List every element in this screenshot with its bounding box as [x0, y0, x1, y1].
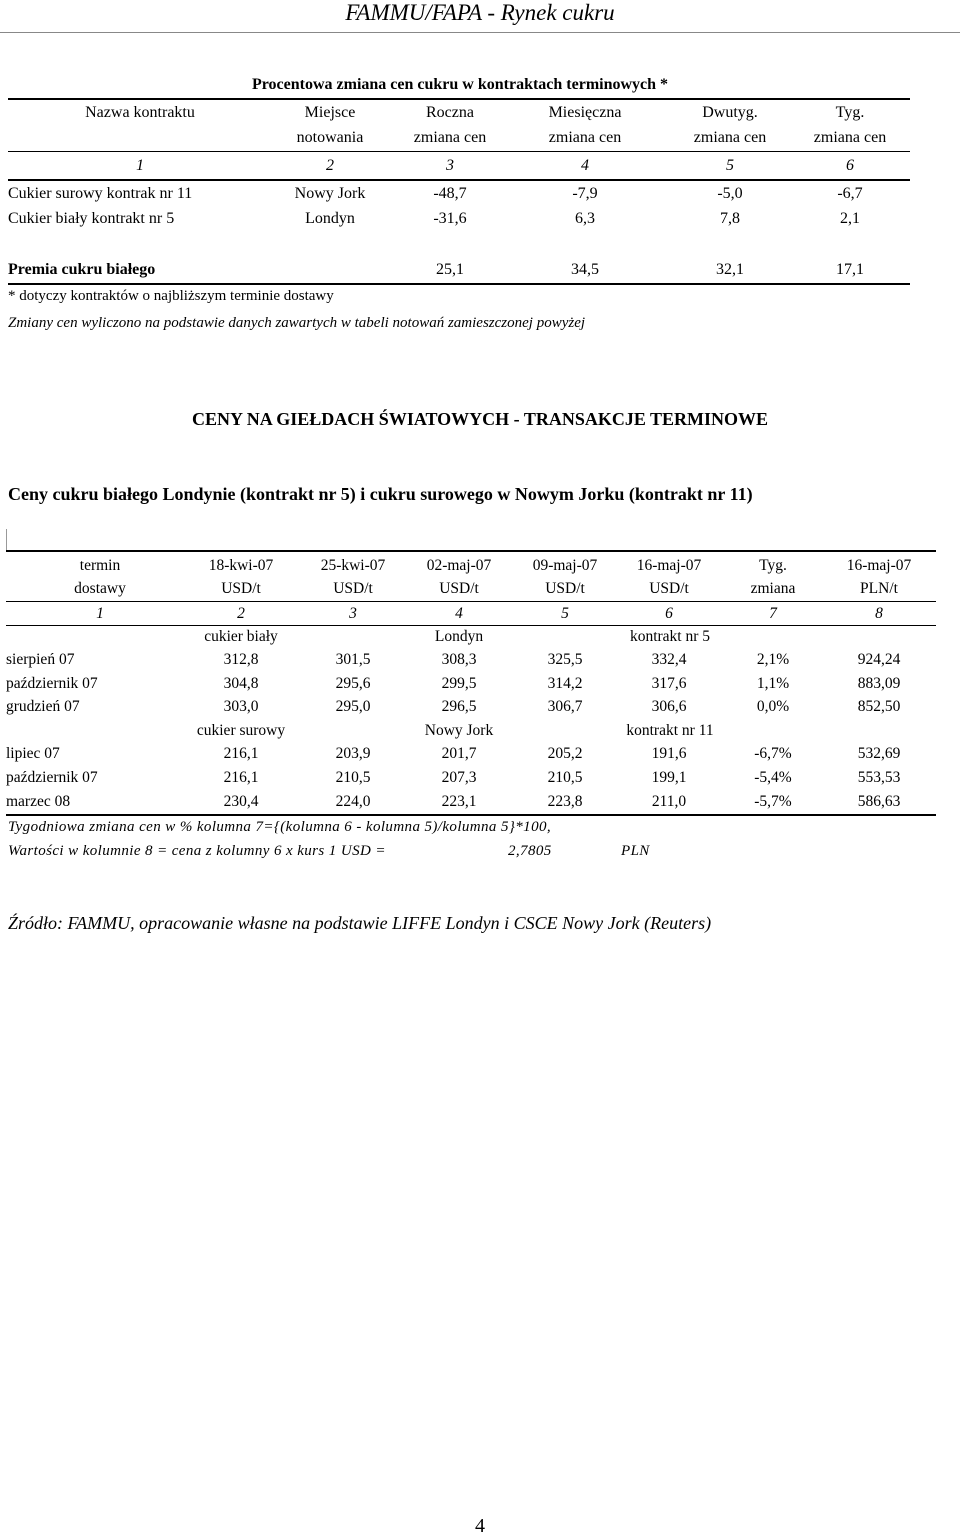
table1-col-header: Dwutyg.	[702, 104, 758, 121]
table2-cell: 223,8	[547, 793, 583, 810]
table2-cell: 301,5	[335, 651, 371, 668]
table1-top-rule	[8, 98, 910, 100]
table2-col-header: USD/t	[333, 580, 373, 597]
table2-cell: sierpień 07	[6, 651, 75, 668]
table1-col-number: 6	[846, 157, 854, 174]
table2-cell: 306,6	[651, 698, 687, 715]
table1-cell: -6,7	[837, 185, 863, 202]
table2-cell: 532,69	[857, 745, 901, 762]
table2-cell: 295,0	[335, 698, 371, 715]
table2-note-formula: Tygodniowa zmiana cen w % kolumna 7={(kolumna 6 - kolumna 5)/kolumna 5}*100,	[8, 819, 552, 835]
source-note: Źródło: FAMMU, opracowanie własne na podstawie LIFFE Londyn i CSCE Nowy Jork (Reuters)	[8, 913, 712, 933]
table2-cell: 1,1%	[756, 675, 790, 692]
table2-header-rule	[6, 601, 936, 602]
table2-cell: 317,6	[651, 675, 687, 692]
table2-cell: 0,0%	[756, 698, 790, 715]
page-header-title: FAMMU/FAPA - Rynek cukru	[345, 0, 615, 25]
table2-col-header: 16-maj-07	[636, 557, 702, 574]
table2-cell: -6,7%	[754, 745, 792, 762]
table2-cell: 312,8	[223, 651, 259, 668]
table1-cell: 6,3	[575, 210, 595, 227]
table2-cell: 308,3	[441, 651, 477, 668]
table2-cell: 216,1	[223, 745, 259, 762]
table1-cell: 7,8	[720, 210, 740, 227]
table2-note-rate-value: 2,7805	[508, 843, 552, 859]
table1-col-header: Roczna	[426, 104, 474, 121]
table2-col-header: USD/t	[649, 580, 689, 597]
table2-col-number: 8	[875, 605, 883, 622]
section-title: CENY NA GIEŁDACH ŚWIATOWYCH - TRANSAKCJE TERMINOWE	[191, 409, 769, 429]
table2-note-rate-unit: PLN	[621, 843, 650, 859]
table2-cell: 210,5	[335, 769, 371, 786]
table1-cell: Cukier biały kontrakt nr 5	[8, 210, 175, 227]
table2-title: Ceny cukru białego Londynie (kontrakt nr 5) i cukru surowego w Nowym Jorku (kontrakt nr 11)	[8, 484, 753, 504]
table2-col-number: 3	[349, 605, 357, 622]
table2-cell: grudzień 07	[6, 698, 80, 715]
table2-bottom-rule	[6, 814, 936, 816]
table2-col-header: dostawy	[74, 580, 126, 597]
table2-cell: 296,5	[441, 698, 477, 715]
table1-col-header: Miejsce	[304, 104, 356, 121]
table2-cell: 199,1	[651, 769, 687, 786]
table2-cell: 306,7	[547, 698, 583, 715]
table2-cell: 230,4	[223, 793, 259, 810]
table1-col-header: zmiana cen	[813, 129, 887, 146]
table2-cell: 2,1%	[756, 651, 790, 668]
table2-cell: 203,9	[335, 745, 371, 762]
table1-col-header: Miesięczna	[548, 104, 622, 121]
table2-cell: -5,7%	[754, 793, 792, 810]
table1-header-rule	[8, 151, 910, 152]
table1-title: Procentowa zmiana cen cukru w kontraktach terminowych *	[251, 76, 669, 93]
table2-col-header: 25-kwi-07	[320, 557, 386, 574]
table2-col-header: 16-maj-07	[846, 557, 912, 574]
table1-bottom-rule	[8, 283, 910, 285]
table2-cell: lipiec 07	[6, 745, 60, 762]
table2-group-label: cukier surowy	[196, 722, 286, 739]
table1-cell: -31,6	[433, 210, 467, 227]
table1-premium-label: Premia cukru białego	[8, 261, 156, 278]
table2-col-number: 5	[561, 605, 569, 622]
table2-cell: 223,1	[441, 793, 477, 810]
table1-cell: -5,0	[717, 185, 743, 202]
table2-cell: październik 07	[6, 675, 98, 692]
table1-cell: -7,9	[572, 185, 598, 202]
table2-cell: 332,4	[651, 651, 687, 668]
table2-col-header: zmiana	[750, 580, 796, 597]
table1-premium-cell: 25,1	[436, 261, 464, 278]
table2-col-header: USD/t	[221, 580, 261, 597]
table1-col-header: Nazwa kontraktu	[85, 104, 195, 121]
table2-number-rule	[6, 625, 936, 626]
table2-col-header: termin	[79, 557, 121, 574]
table2-cell: -5,4%	[754, 769, 792, 786]
table2-cell: 299,5	[441, 675, 477, 692]
table1-footnote: * dotyczy kontraktów o najbliższym terminie dostawy	[8, 288, 334, 304]
table1-premium-cell: 17,1	[836, 261, 864, 278]
table2-group-label: Nowy Jork	[424, 722, 494, 739]
table1-cell: Cukier surowy kontrak nr 11	[8, 185, 193, 202]
table2-col-number: 7	[769, 605, 777, 622]
table2-top-rule	[6, 550, 936, 552]
table2-col-number: 1	[96, 605, 104, 622]
table1-cell: 2,1	[840, 210, 860, 227]
table2-col-header: USD/t	[439, 580, 479, 597]
table1-note: Zmiany cen wyliczono na podstawie danych zawartych w tabeli notowań zamieszczonej powyżej	[8, 315, 586, 331]
table2-cell: 883,09	[857, 675, 901, 692]
table2-cell: 201,7	[441, 745, 477, 762]
table1-col-number: 4	[581, 157, 589, 174]
table1-number-rule	[8, 179, 910, 181]
table2-cell: marzec 08	[6, 793, 71, 810]
table1-col-number: 1	[136, 157, 144, 174]
table2-cell: 303,0	[223, 698, 259, 715]
table1-col-number: 5	[726, 157, 734, 174]
table1-cell: Nowy Jork	[294, 185, 366, 202]
table2-col-header: USD/t	[545, 580, 585, 597]
table1-col-number: 2	[326, 157, 334, 174]
table2-note-rate: Wartości w kolumnie 8 = cena z kolumny 6 x kurs 1 USD =	[8, 843, 386, 859]
table1-col-number: 3	[446, 157, 454, 174]
table1-premium-cell: 32,1	[716, 261, 744, 278]
table2-col-number: 4	[455, 605, 463, 622]
table2-col-number: 2	[237, 605, 245, 622]
table2-col-header: 02-maj-07	[426, 557, 492, 574]
table2-cell: 924,24	[857, 651, 901, 668]
table1-col-header: zmiana cen	[693, 129, 767, 146]
table2-col-number: 6	[665, 605, 673, 622]
table1-cell: Londyn	[305, 210, 355, 227]
page-number: 4	[475, 1515, 485, 1537]
table2-cell: 191,6	[651, 745, 687, 762]
table2-cell: 211,0	[651, 793, 687, 810]
table2-cell: 852,50	[857, 698, 901, 715]
header-rule	[0, 32, 960, 33]
table2-cell: 210,5	[547, 769, 583, 786]
table1-col-header: Tyg.	[835, 104, 865, 121]
table2-cell: 553,53	[857, 769, 901, 786]
table2-group-label: kontrakt nr 5	[629, 628, 711, 645]
table2-group-label: cukier biały	[204, 628, 278, 645]
table2-cell: 314,2	[547, 675, 583, 692]
table2-group-label: kontrakt nr 11	[626, 722, 714, 739]
table2-col-header: 18-kwi-07	[208, 557, 274, 574]
table2-cell: 325,5	[547, 651, 583, 668]
table2-cell: 304,8	[223, 675, 259, 692]
table1-col-header: notowania	[296, 129, 364, 146]
table2-left-tick	[6, 529, 7, 551]
table1-col-header: zmiana cen	[413, 129, 487, 146]
table2-cell: 216,1	[223, 769, 259, 786]
table1-cell: -48,7	[433, 185, 467, 202]
table1-premium-cell: 34,5	[571, 261, 599, 278]
table2-col-header: 09-maj-07	[532, 557, 598, 574]
table2-group-label: Londyn	[434, 628, 484, 645]
table2-cell: październik 07	[6, 769, 98, 786]
table2-cell: 207,3	[441, 769, 477, 786]
table1-col-header: zmiana cen	[548, 129, 622, 146]
table2-col-header: PLN/t	[860, 580, 898, 597]
table2-cell: 205,2	[547, 745, 583, 762]
table2-cell: 586,63	[857, 793, 901, 810]
table2-cell: 295,6	[335, 675, 371, 692]
table2-col-header: Tyg.	[759, 557, 787, 574]
table2-cell: 224,0	[335, 793, 371, 810]
